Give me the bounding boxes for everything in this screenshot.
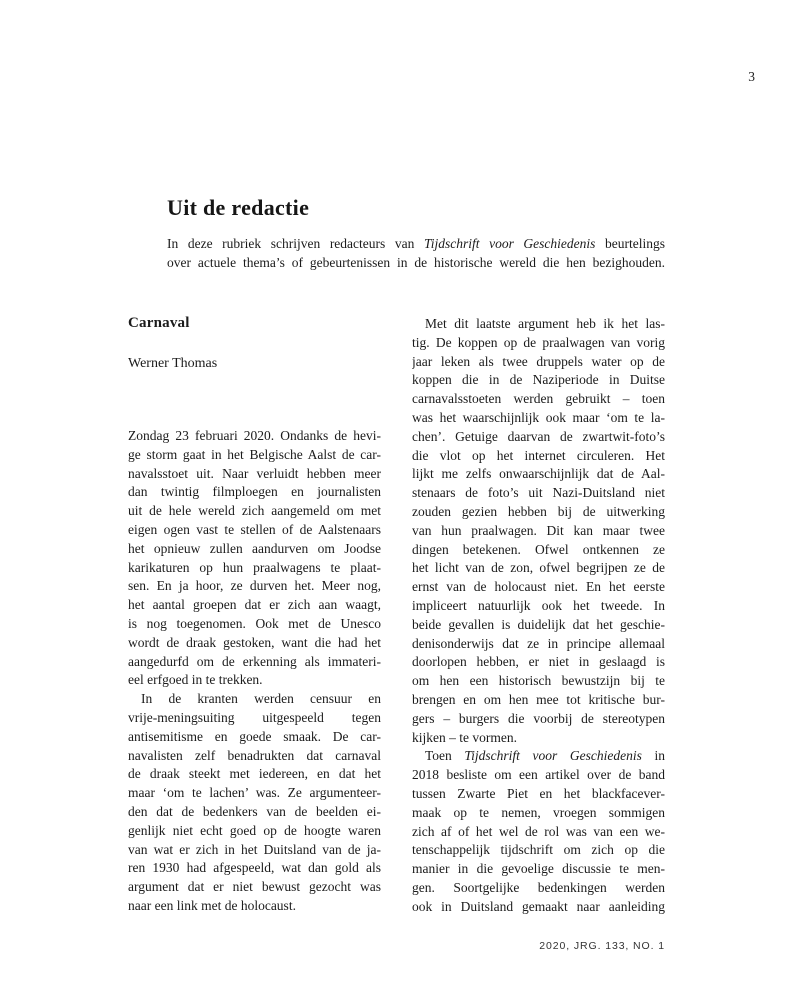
section-heading: Carnaval: [128, 315, 190, 331]
text-line: carnavalsstoeten werden gebruikt – toen: [412, 391, 665, 407]
text-line: jaar leken als twee druppels water op de: [412, 353, 665, 369]
text-line: dingen betekenen. Ofwel ontkennen ze: [412, 541, 665, 557]
text-line: In deze rubriek schrijven redacteurs van Tijdschrift voor Geschiedenis beurtelings: [167, 236, 665, 251]
author-name: Werner Thomas: [128, 356, 218, 371]
text-line: om hen een historisch bewustzijn bij te: [412, 673, 665, 689]
text-line: 2018 besliste om een artikel over de band: [412, 767, 665, 783]
text-line: maak op te nemen, vroegen sommigen: [412, 804, 665, 820]
article-title: Uit de redactie: [167, 195, 310, 220]
text-line: den dat de bedenkers van de beelden ei-: [128, 803, 381, 819]
text-line: antisemitisme en goede smaak. De car-: [128, 728, 381, 744]
text-line: impliceert natuurlijk ook het tweede. In: [412, 597, 665, 613]
text-line: eel erfgoed in te trekken.: [128, 672, 263, 688]
page-number: 3: [748, 69, 755, 84]
text-line: ge storm gaat in het Belgische Aalst de car-: [128, 446, 381, 462]
text-line: denisonderwijs dat ze in principe allemaal: [412, 635, 665, 651]
text-line: wordt de draak gestoken, want die had het: [128, 634, 381, 650]
text-line: navalisten zelf benadrukten dat carnaval: [128, 747, 381, 763]
text-line: naar een link met de holocaust.: [128, 897, 296, 913]
text-line: beide gevallen is duidelijk dat het geschie-: [412, 616, 665, 632]
text-line: manier in die gevoelige discussie te men-: [412, 861, 665, 877]
text-line: karikaturen op hun praalwagens te plaat-: [128, 559, 381, 575]
text-line: Toen Tijdschrift voor Geschiedenis in: [425, 748, 665, 764]
text-line: maar ‘om te lachen’ was. Ze argumenteer-: [128, 785, 381, 801]
text-line: doorlopen hebben, er niet in geslaagd is: [412, 654, 665, 670]
text-line: die vlot op het internet circuleren. Het: [412, 447, 665, 463]
text-line: argument dat er niet bewust gezocht was: [128, 879, 381, 895]
text-line: uit de hele wereld zich aangemeld om met: [128, 503, 381, 519]
text-line: tussen Zwarte Piet en het blackfacever-: [412, 785, 665, 801]
text-line: koppen die in de Naziperiode in Duitse: [412, 372, 665, 388]
text-line: Zondag 23 februari 2020. Ondanks de hevi-: [128, 428, 381, 443]
text-column-right: [412, 315, 665, 917]
text-line: genlijk niet echt goed op de hoogte waren: [128, 822, 381, 838]
text-line: brengen en om hen mee tot kritische bur-: [412, 691, 665, 707]
intro-paragraph: [167, 233, 665, 271]
text-line: de draak steekt met iedereen, en dat het: [128, 766, 381, 782]
text-line: chen’. Getuige daarvan de zwartwit-foto’s: [412, 428, 665, 444]
text-column-left: [128, 427, 381, 916]
text-line: kijken – te vormen.: [412, 729, 517, 745]
text-line: stenaars de foto’s uit Nazi-Duitsland niet: [412, 485, 665, 501]
text-line: zouden gezien hebben bij de uitwerking: [412, 503, 665, 519]
text-line: ook in Duitsland gemaakt naar aanleiding: [412, 898, 665, 914]
text-line: sen. En ja hoor, ze durven het. Meer nog,: [128, 578, 381, 594]
text-line: aangedurfd om de erkenning als immateri-: [128, 653, 381, 669]
text-line: lijkt me zelfs onwaarschijnlijk dat de Aal-: [412, 466, 665, 482]
text-line: het licht van de zon, ofwel begrijpen ze de: [412, 560, 665, 576]
text-line: tenschappelijk tijdschrift om zich op die: [412, 842, 665, 858]
text-line: dan twintig filmploegen en journalisten: [128, 484, 381, 500]
text-line: gers – burgers die voorbij de stereotypen: [412, 710, 665, 726]
text-line: van wat er zich in het Duitsland van de ja-: [128, 841, 381, 857]
journal-issue-info: 2020, JRG. 133, NO. 1: [539, 940, 665, 952]
text-line: ren 1930 had afgespeeld, wat dan gold als: [128, 860, 381, 876]
text-line: Met dit laatste argument heb ik het las-: [425, 316, 665, 331]
text-line: vrije-meningsuiting uitgespeeld tegen: [128, 709, 381, 725]
text-line: over actuele thema’s of gebeurtenissen in de historische wereld die hen bezighouden.: [167, 254, 665, 270]
text-line: In de kranten werden censuur en: [141, 691, 381, 707]
text-line: is nog toegenomen. Ook met de Unesco: [128, 615, 381, 631]
text-line: gen. Soortgelijke bedenkingen werden: [412, 879, 665, 895]
text-line: ernst van de holocaust niet. En het eerste: [412, 579, 665, 595]
text-line: was het waarschijnlijk ook maar ‘om te la-: [412, 409, 665, 425]
text-line: het aantal groepen dat er zich aan waagt,: [128, 597, 381, 613]
text-line: navalsstoet uit. Naar verluidt hebben meer: [128, 465, 381, 481]
text-line: eigen ogen vast te stellen of de Aalstenaars: [128, 521, 381, 537]
text-line: zich af of het wel de rol was van een we-: [412, 823, 665, 839]
text-line: van hun praalwagen. Dit kan maar twee: [412, 522, 665, 538]
text-line: het opnieuw zullen aandurven om Joodse: [128, 540, 381, 556]
text-line: tig. De koppen op de praalwagen van vorig: [412, 334, 665, 350]
